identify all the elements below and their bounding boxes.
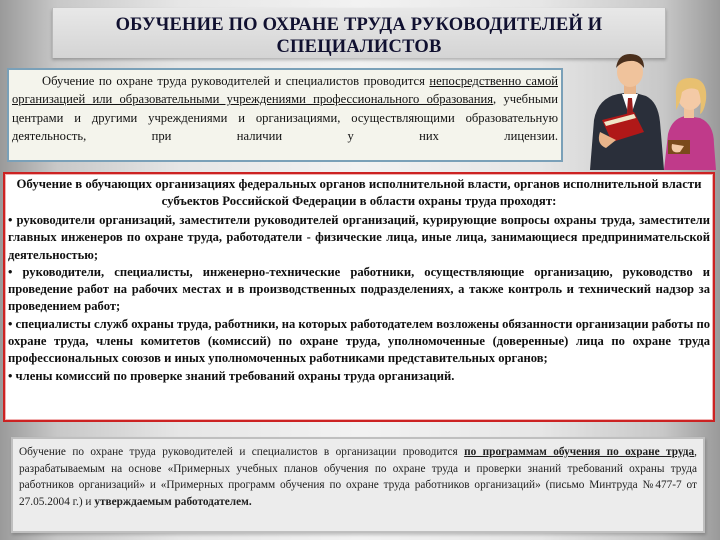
intro-box bbox=[7, 68, 563, 162]
business-people-icon bbox=[572, 48, 718, 170]
intro-rest: , учебными центрами и другими учреждениями и организациями, осуществляющими образовательную деятельность, при наличии у них лицензии. bbox=[12, 92, 558, 143]
program-emphasis: по программам обучения по охране труда bbox=[464, 446, 695, 458]
program-part-1: Обучение по охране труда руководителей и специалистов в организации проводится bbox=[19, 446, 465, 458]
list-item: • руководители организаций, заместители руководителей организаций, курирующие вопросы охраны труда, заместители главных инженеров по охране труда, работодатели - физические лица, иные лица, занимающиеся предпринимательской деятельностью; bbox=[8, 213, 710, 262]
program-text bbox=[19, 444, 697, 511]
program-part-2: , разрабатываемым на основе «Примерных учебных планов обучения по охране труда и проверки знаний требований охраны труда работников организаций» и «Примерных программ обучения по охране труда работников организаций» (письмо Минтруда №477-7 от 27.05.2004 г.) и bbox=[19, 446, 697, 509]
program-approval: утверждаемым работодателем. bbox=[94, 496, 252, 509]
title-line-2: СПЕЦИАЛИСТОВ bbox=[276, 37, 442, 57]
program-box bbox=[11, 437, 705, 533]
intro-first: Обучение по охране труда руководителей и специалистов проводится bbox=[42, 74, 425, 88]
title-line-1: ОБУЧЕНИЕ ПО ОХРАНЕ ТРУДА РУКОВОДИТЕЛЕЙ И bbox=[115, 15, 603, 35]
intro-underlined: непосредственно самой организацией или образовательными учреждениями профессионального образования bbox=[12, 74, 558, 107]
list-item: • члены комиссий по проверке знаний требований охраны труда организаций. bbox=[8, 368, 455, 383]
list-item: • руководители, специалисты, инженерно-технические работники, осуществляющие организацию, руководство и проведение работ на рабочих местах и в производственных подразделениях, а также контроль и технический надзор за проведением работ; bbox=[8, 264, 710, 314]
list-item: • специалисты служб охраны труда, работники, на которых работодателем возложены обязанности организации работы по охране труда, члены комитетов (комиссий) по охране труда, уполномоченные (доверенные) лица по охране труда профессиональных союзов и иных уполномоченных работниками представительных органов; bbox=[8, 316, 711, 366]
trainees-list bbox=[8, 212, 710, 385]
training-organizations-box bbox=[3, 172, 715, 422]
intro-text bbox=[12, 72, 558, 145]
training-heading: Обучение в обучающих организациях федеральных органов исполнительной власти, органов исполнительной власти субъектов Российской Федерации в области охраны труда проходят: bbox=[16, 177, 702, 208]
